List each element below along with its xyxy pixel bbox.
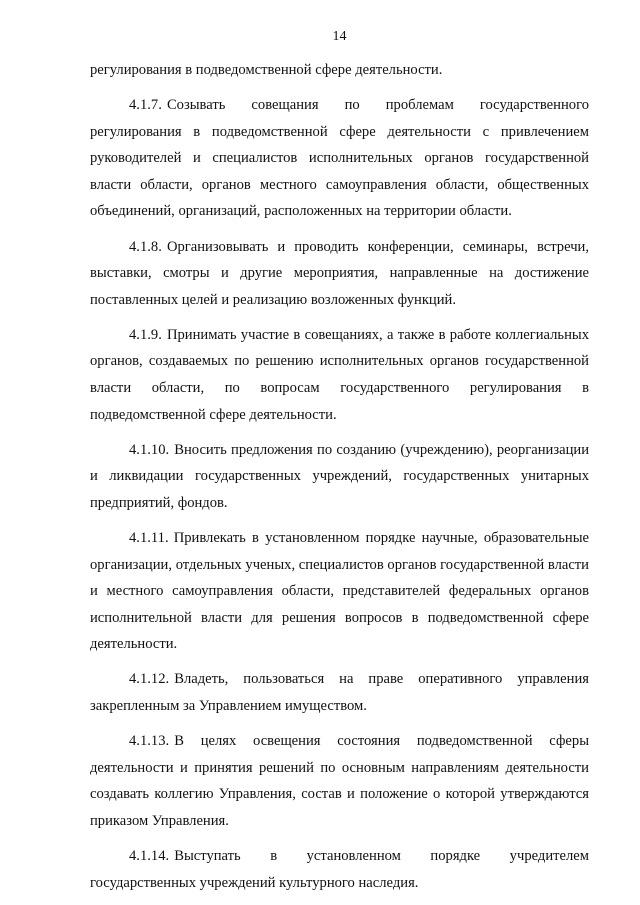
- clause-4-1-13: [90, 728, 589, 834]
- clause-number: 4.1.8.: [129, 238, 162, 255]
- clause-text: Владеть, пользоваться на праве оперативного управления закрепленным за Управлением имуществом.: [90, 671, 589, 715]
- clause-text: Созывать совещания по проблемам государственного регулирования в подведомственной сфере деятельности с привлечением руководителей и специалистов исполнительных органов государственной власти области, органов местного самоуправления области, общественных объединений, организаций, расположенных на территории области.: [90, 97, 589, 220]
- paragraph-continuation: [90, 57, 589, 84]
- clause-number: 4.1.12.: [129, 671, 170, 688]
- clause-4-1-9: [90, 322, 589, 428]
- clause-4-1-12: [90, 666, 589, 719]
- document-page: [90, 28, 589, 905]
- clause-number: 4.1.11.: [129, 530, 169, 546]
- clause-4-1-8: [90, 234, 589, 314]
- clause-text: Выступать в установленном порядке учредителем государственных учреждений культурного наследия.: [90, 848, 589, 891]
- clause-number: 4.1.7.: [129, 97, 162, 114]
- clause-4-1-7: [90, 92, 589, 225]
- clause-number: 4.1.9.: [129, 326, 162, 343]
- clause-text: Привлекать в установленном порядке научные, образовательные организации, отдельных ученых, специалистов органов государственной власти и местного самоуправления области, представителей федеральных органов исполнительной власти для решения вопросов в подведомственной сфере деятельности.: [90, 530, 589, 653]
- clause-number: 4.1.10.: [129, 441, 170, 458]
- paragraph-text: регулирования в подведомственной сфере деятельности.: [90, 62, 443, 78]
- page-number: 14: [332, 29, 347, 44]
- clause-4-1-10: [90, 437, 589, 517]
- clause-number: 4.1.13.: [129, 733, 170, 750]
- clause-text: В целях освещения состояния подведомственной сферы деятельности и принятия решений по основным направлениям деятельности создавать коллегию Управления, состав и положение о которой утверждаются приказом Управления.: [90, 733, 589, 829]
- clause-text: Организовывать и проводить конференции, семинары, встречи, выставки, смотры и другие мероприятия, направленные на достижение поставленных целей и реализацию возложенных функций.: [90, 238, 589, 308]
- clause-4-1-14: [90, 843, 589, 896]
- clause-number: 4.1.14.: [129, 848, 170, 865]
- clause-text: Вносить предложения по созданию (учреждению), реорганизации и ликвидации государственных учреждений, государственных унитарных предприятий, фондов.: [90, 441, 589, 511]
- clause-text: Принимать участие в совещаниях, а также в работе коллегиальных органов, создаваемых по решению исполнительных органов государственной власти области, по вопросам государственного регулирования в подведомственной сфере деятельности.: [90, 326, 589, 423]
- clause-4-1-11: [90, 525, 589, 658]
